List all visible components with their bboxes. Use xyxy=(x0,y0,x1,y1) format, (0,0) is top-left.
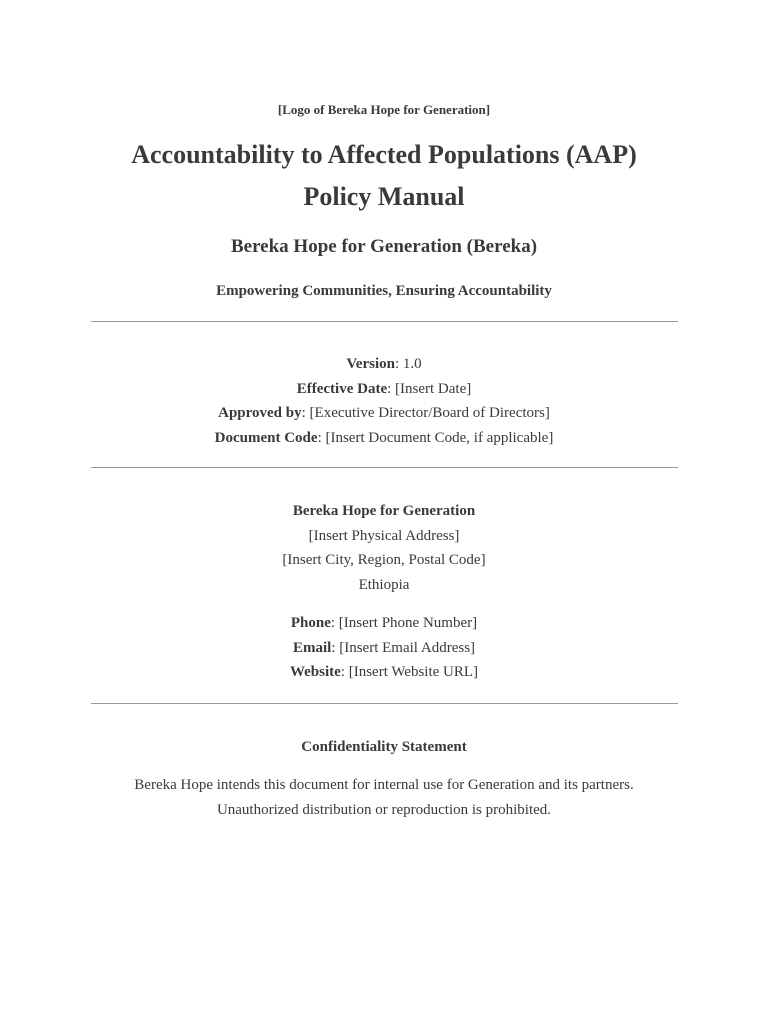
website-line xyxy=(0,660,768,685)
confidentiality-line-1: Bereka Hope intends this document for internal use for Generation and its partners. xyxy=(134,777,634,793)
divider xyxy=(91,703,678,704)
email-line xyxy=(0,636,768,661)
address-organization-name: Bereka Hope for Generation xyxy=(292,503,476,519)
website-label: Website xyxy=(289,664,341,681)
version-value: : 1.0 xyxy=(394,356,422,372)
address-street: [Insert Physical Address] xyxy=(308,527,460,544)
confidentiality-statement xyxy=(70,773,698,822)
contact-block xyxy=(0,611,768,685)
divider xyxy=(91,467,678,468)
approved-by-value: : [Executive Director/Board of Directors] xyxy=(301,405,550,422)
title-line-1: Accountability to Affected Populations (AAP) xyxy=(131,140,637,169)
phone-value: : [Insert Phone Number] xyxy=(330,615,478,631)
address-block xyxy=(0,499,768,597)
organization-title: Bereka Hope for Generation (Bereka) xyxy=(230,236,538,257)
address-city: [Insert City, Region, Postal Code] xyxy=(282,552,486,569)
address-country: Ethiopia xyxy=(358,576,410,593)
confidentiality-heading: Confidentiality Statement xyxy=(301,739,467,755)
effective-date-line xyxy=(0,377,768,402)
page-title xyxy=(60,134,708,218)
website-value: : [Insert Website URL] xyxy=(340,664,479,681)
confidentiality-line-2: Unauthorized distribution or reproduction is prohibited. xyxy=(216,801,552,818)
tagline: Empowering Communities, Ensuring Accountability xyxy=(216,283,552,299)
phone-line xyxy=(0,611,768,636)
title-line-2: Policy Manual xyxy=(303,182,465,211)
email-value: : [Insert Email Address] xyxy=(331,639,476,656)
logo-placeholder: [Logo of Bereka Hope for Generation] xyxy=(277,102,491,117)
document-info-block xyxy=(0,352,768,450)
effective-date-value: : [Insert Date] xyxy=(387,380,472,397)
version-label: Version xyxy=(346,356,395,372)
version-line xyxy=(0,352,768,377)
effective-date-label: Effective Date xyxy=(296,380,388,397)
approved-by-label: Approved by xyxy=(218,405,302,422)
approved-by-line xyxy=(0,401,768,426)
email-label: Email xyxy=(292,639,332,656)
document-code-line xyxy=(0,426,768,451)
document-code-value: : [Insert Document Code, if applicable] xyxy=(317,429,554,446)
document-code-label: Document Code xyxy=(214,429,318,446)
divider xyxy=(91,321,678,322)
phone-label: Phone xyxy=(290,615,331,631)
